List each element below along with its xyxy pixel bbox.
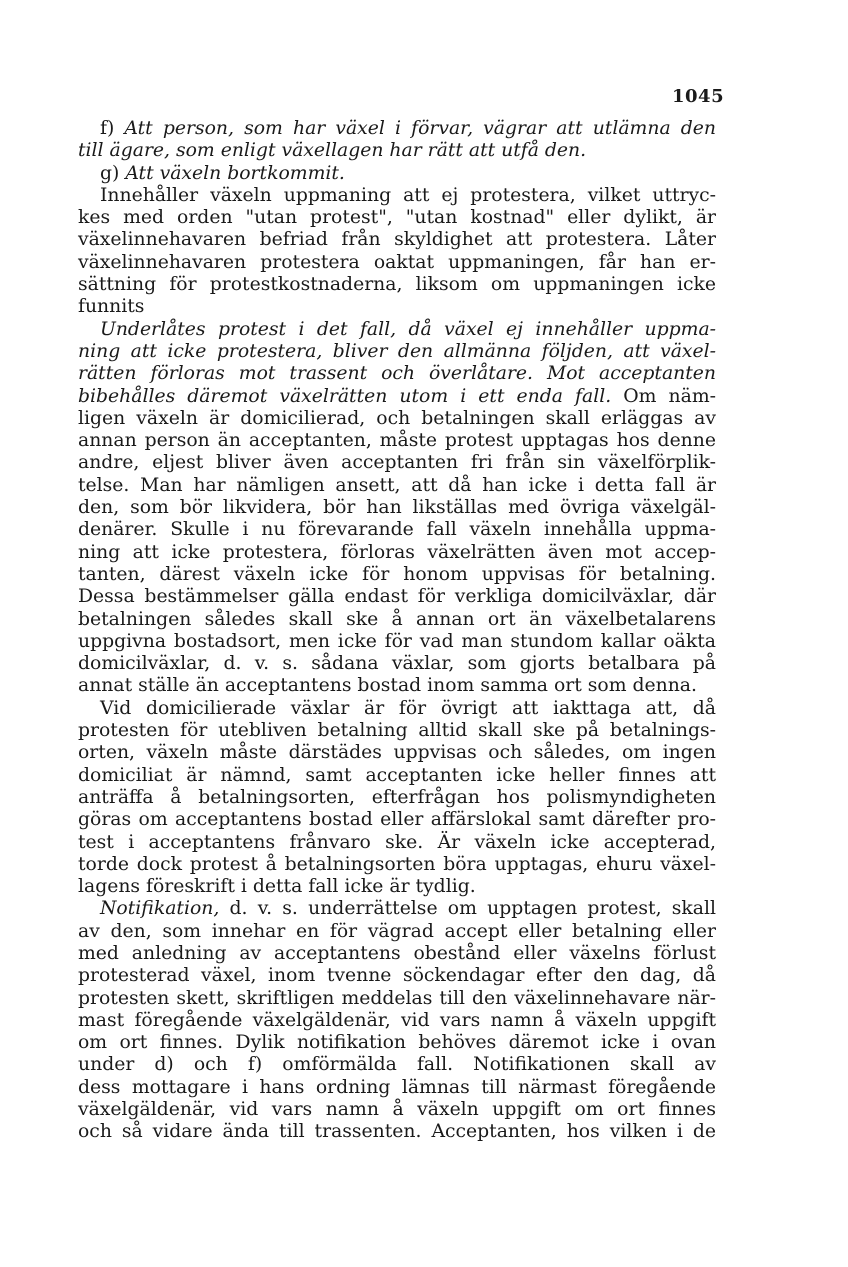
text-line — [78, 363, 716, 385]
text-segment: ning att icke protestera, förloras växelrätten även mot accep- — [78, 541, 716, 563]
text-segment: Vid domicilierade växlar är för övrigt att iakttaga att, då — [100, 697, 716, 719]
text-segment: telse. Man har nämligen ansett, att då han icke i detta fall är — [78, 474, 716, 496]
text-line — [78, 943, 716, 965]
italic-text: Notifikation, — [100, 898, 220, 920]
text-line — [78, 252, 716, 274]
text-line — [78, 229, 716, 251]
text-segment: sättning för protestkostnaderna, liksom om uppmaningen icke — [78, 274, 716, 296]
text-line — [78, 296, 716, 318]
text-line — [78, 519, 716, 541]
text-segment: under d) och f) omförmälda fall. Notifikationen skall av — [78, 1054, 716, 1076]
text-line — [78, 140, 716, 162]
text-line — [78, 720, 716, 742]
text-line — [78, 898, 716, 920]
text-segment: torde dock protest å betalningsorten böra upptagas, ehuru växel- — [78, 853, 716, 875]
italic-text: bibehålles däremot växelrätten utom i ett enda fall. — [78, 385, 612, 407]
text-segment: domicilväxlar, d. v. s. sådana växlar, som gjorts betalbara på — [78, 653, 716, 675]
text-line — [78, 452, 716, 474]
text-segment: protesten skett, skriftligen meddelas till den växelinnehavare när- — [78, 987, 716, 1009]
text-segment: göras om acceptantens bostad eller affärslokal samt därefter pro- — [78, 809, 716, 831]
text-segment: uppgivna bostadsort, men icke för vad man stundom kallar oäkta — [78, 630, 716, 652]
text-line — [78, 1121, 716, 1143]
text-line — [78, 386, 716, 408]
text-line — [78, 564, 716, 586]
italic-text: Underlåtes protest i det fall, då växel ej innehåller uppma- — [100, 318, 716, 340]
text-segment: växelinnehavaren protestera oaktat uppmaningen, får han er- — [78, 251, 716, 273]
text-segment: d. v. s. underrättelse om upptagen protest, skall — [219, 898, 716, 920]
text-line — [78, 832, 716, 854]
text-segment: andre, eljest bliver även acceptanten fri från sin växelförplik- — [78, 452, 716, 474]
text-segment: Dessa bestämmelser gälla endast för verkliga domicilväxlar, där — [78, 586, 716, 608]
text-segment: av den, som innehar en för vägrad accept eller betalning eller — [78, 920, 716, 942]
text-segment: mast föregående växelgäldenär, vid vars namn å växeln uppgift — [78, 1009, 716, 1031]
text-segment: med anledning av acceptantens obestånd eller växelns förlust — [78, 942, 716, 964]
text-line — [78, 742, 716, 764]
text-line — [78, 988, 716, 1010]
text-segment: den, som bör likvidera, bör han likställas med övriga växelgäl- — [78, 497, 716, 519]
text-line — [78, 542, 716, 564]
text-segment: test i acceptantens frånvaro ske. Är växeln icke accepterad, — [78, 831, 716, 853]
italic-text: ning att icke protestera, bliver den allmänna följden, att växel- — [78, 340, 716, 362]
text-line — [78, 118, 716, 140]
italic-text: till ägare, som enligt växellagen har rätt att utfå den. — [78, 140, 587, 162]
text-line — [78, 787, 716, 809]
text-segment: om ort finnes. Dylik notifikation behöves däremot icke i ovan — [78, 1032, 716, 1054]
text-line — [78, 1099, 716, 1121]
text-line — [78, 1054, 716, 1076]
text-segment: protesten för utebliven betalning alltid skall ske på betalnings- — [78, 720, 716, 742]
text-segment: Innehåller växeln uppmaning att ej protestera, vilket uttryc- — [100, 184, 716, 206]
text-segment: f) — [100, 118, 125, 139]
text-line — [78, 854, 716, 876]
italic-text: rätten förloras mot trassent och överlåtare. Mot acceptanten — [78, 363, 716, 385]
text-line — [78, 965, 716, 987]
page-number: 1045 — [672, 86, 725, 107]
text-line — [78, 475, 716, 497]
text-line — [78, 1077, 716, 1099]
text-segment: funnits — [78, 296, 145, 318]
text-line — [78, 876, 716, 898]
text-segment: domiciliat är nämnd, samt acceptanten icke heller finnes att — [78, 764, 716, 786]
text-line — [78, 609, 716, 631]
text-segment: ligen växeln är domicilierad, och betalningen skall erläggas av — [78, 407, 716, 429]
text-line — [78, 698, 716, 720]
text-line — [78, 430, 716, 452]
text-segment: anträffa å betalningsorten, efterfrågan hos polismyndigheten — [78, 786, 716, 808]
italic-text: Att person, som har växel i förvar, vägrar att utlämna den — [124, 118, 717, 139]
text-segment: och så vidare ända till trassenten. Acceptanten, hos vilken i de — [78, 1121, 716, 1143]
text-line — [78, 319, 716, 341]
text-line — [78, 497, 716, 519]
text-segment: orten, växeln måste därstädes uppvisas och således, om ingen — [78, 742, 716, 764]
text-line — [78, 586, 716, 608]
text-line — [78, 631, 716, 653]
text-segment: Om näm- — [611, 385, 716, 407]
italic-text: Att växeln bortkommit. — [125, 162, 345, 184]
text-line — [78, 207, 716, 229]
text-line — [78, 921, 716, 943]
text-segment: annan person än acceptanten, måste protest upptagas hos denne — [78, 430, 716, 452]
text-segment: annat ställe än acceptantens bostad inom samma ort som denna. — [78, 675, 697, 697]
text-segment: växelinnehavaren befriad från skyldighet att protestera. Låter — [78, 229, 716, 251]
text-line — [78, 408, 716, 430]
text-line — [78, 274, 716, 296]
text-segment: g) — [100, 162, 126, 184]
text-segment: växelgäldenär, vid vars namn å växeln uppgift om ort finnes — [78, 1099, 716, 1121]
text-line — [78, 341, 716, 363]
text-line — [78, 1032, 716, 1054]
text-segment: tanten, därest växeln icke för honom uppvisas för betalning. — [78, 563, 716, 585]
text-segment: betalningen således skall ske å annan ort än växelbetalarens — [78, 608, 716, 630]
text-segment: denärer. Skulle i nu förevarande fall växeln innehålla uppma- — [78, 519, 716, 541]
text-segment: lagens föreskrift i detta fall icke är tydlig. — [78, 876, 476, 898]
text-segment: kes med orden "utan protest", "utan kostnad" eller dylikt, är — [78, 207, 716, 229]
text-segment: protesterad växel, inom tvenne söckendagar efter den dag, då — [78, 965, 716, 987]
text-line — [78, 675, 716, 697]
text-line — [78, 1010, 716, 1032]
text-line — [78, 653, 716, 675]
text-line — [78, 163, 716, 185]
text-segment: dess mottagare i hans ordning lämnas till närmast föregående — [78, 1076, 716, 1098]
text-line — [78, 809, 716, 831]
body-text — [78, 118, 716, 1144]
text-line — [78, 185, 716, 207]
text-line — [78, 765, 716, 787]
